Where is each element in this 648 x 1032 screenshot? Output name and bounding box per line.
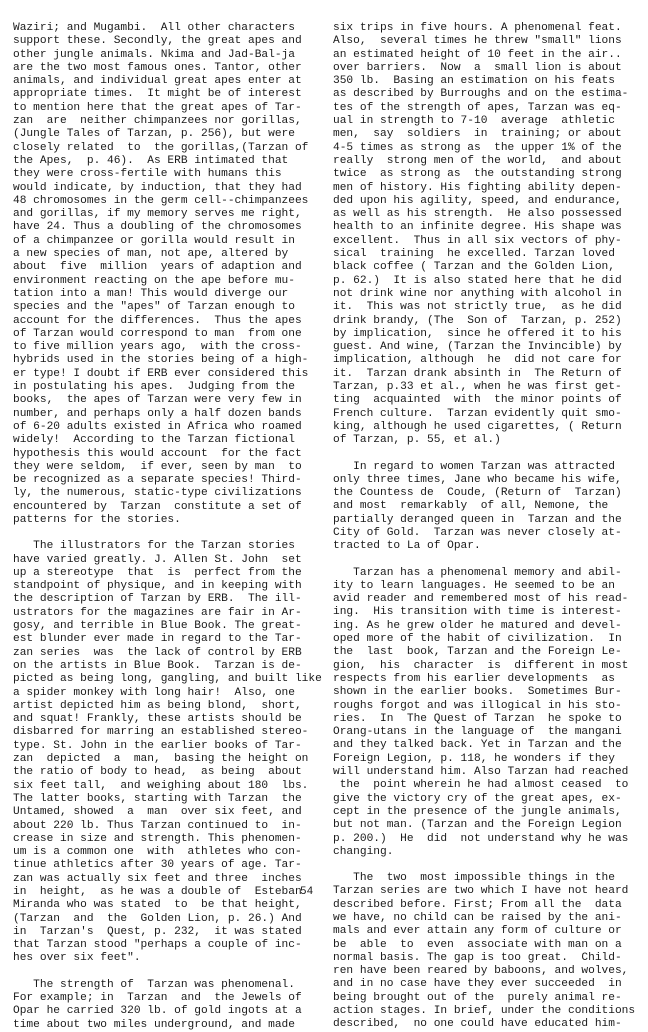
text-line: have varied greatly. J. Allen St. John set [13, 553, 302, 566]
text-line: sical training he excelled. Tarzan loved [333, 248, 615, 261]
text-line: guest. And wine, (Tarzan the Invincible) by [333, 341, 622, 354]
text-line: books, the apes of Tarzan were very few in [13, 394, 302, 407]
text-line: would indicate, by induction, that they had [13, 181, 302, 194]
paragraph-gap [333, 448, 638, 461]
text-line: zan was actually six feet and three inches [13, 872, 302, 885]
text-line: In regard to women Tarzan was attracted [333, 460, 615, 473]
text-line: Miranda who was stated to be that height, [13, 899, 302, 912]
text-line: 4-5 times as strong as the upper 1% of the [333, 141, 622, 154]
text-line: the Apes, p. 46). As ERB intimated that [13, 154, 289, 167]
text-line: it. This was not strictly true, as he did [333, 301, 622, 314]
text-line: are the two most famous ones. Tantor, other [13, 61, 302, 74]
paragraph [13, 979, 324, 1032]
text-line: of 6-20 adults existed in Africa who roamed [13, 420, 302, 433]
text-line: black coffee ( Tarzan and the Golden Lion, [333, 261, 615, 274]
paragraph [333, 872, 638, 1032]
text-line: about five million years of adaption and [13, 261, 302, 274]
text-line: Orang-utans in the language of the mangani [333, 726, 622, 739]
text-line: ity to learn languages. He seemed to be an [333, 579, 615, 592]
paragraph [13, 22, 324, 527]
paragraph-gap [13, 966, 324, 979]
text-line: to mention here that the great apes of Tar- [13, 101, 302, 114]
text-line: 48 chromosomes in the germ cell--chimpanzees [13, 194, 309, 207]
text-line: est blunder ever made in regard to the Tar- [13, 633, 302, 646]
text-line: p. 200.) He did not understand why he was [333, 832, 629, 845]
text-line: a spider monkey with long hair! Also, one [13, 686, 295, 699]
text-line: respects from his earlier developments as [333, 672, 615, 685]
text-line: shown in the earlier books. Sometimes Bur- [333, 686, 622, 699]
text-line: about 220 lb. Thus Tarzan continued to in- [13, 819, 302, 832]
text-line: patterns for the stories. [13, 513, 181, 526]
text-line: king, although he used cigarettes, ( Return [333, 420, 622, 433]
text-line: the last book, Tarzan and the Foreign Le- [333, 646, 622, 659]
paragraph [333, 461, 638, 554]
right-column [333, 22, 638, 1032]
text-line: really strong men of the world, and about [333, 154, 622, 167]
text-line: environment reacting on the ape before mu- [13, 274, 295, 287]
text-line: an estimated height of 10 feet in the air.. [333, 48, 622, 61]
text-line: disbarred for marring an established stereo- [13, 726, 309, 739]
paragraph-gap [13, 527, 324, 540]
text-line: ren have been reared by baboons, and wolves, [333, 965, 629, 978]
text-line: avid reader and remembered most of his read- [333, 593, 629, 606]
text-line: Waziri; and Mugambi. All other characters [13, 22, 295, 34]
text-line: up a stereotype that is perfect from the [13, 566, 302, 579]
text-line: drink brandy, (The Son of Tarzan, p. 252) [333, 314, 622, 327]
text-line: normal basis. The gap is too great. Child- [333, 951, 622, 964]
text-line: being brought out of the purely animal re- [333, 991, 622, 1004]
text-line: encountered by Tarzan constitute a set of [13, 500, 302, 513]
text-line: support these. Secondly, the great apes and [13, 35, 302, 48]
text-line: number, and perhaps only a half dozen bands [13, 407, 302, 420]
text-line: in postulating his apes. Judging from the [13, 381, 295, 394]
text-line: zan series was the lack of control by ERB [13, 646, 302, 659]
text-line: health to an infinite degree. His shape was [333, 221, 622, 234]
text-line: as described by Burroughs and on the estima- [333, 88, 629, 101]
text-line: that Tarzan stood "perhaps a couple of inc- [13, 939, 302, 952]
text-line: Untamed, showed a man over six feet, and [13, 806, 302, 819]
text-line: um is a common one with athletes who con- [13, 846, 302, 859]
text-line: have 24. Thus a doubling of the chromosomes [13, 221, 302, 234]
paragraph [333, 22, 638, 448]
text-line: The latter books, starting with Tarzan the [13, 792, 302, 805]
text-line: Tarzan, p.33 et al., when he was first get- [333, 381, 622, 394]
text-line: will understand him. Also Tarzan had reached [333, 766, 629, 779]
text-line: closely related to the gorillas,(Tarzan of [13, 141, 309, 154]
text-line: be recognized as a separate species! Third- [13, 474, 302, 487]
text-line: picted as being long, gangling, and built like [13, 673, 322, 686]
text-line: tes of the strength of apes, Tarzan was eq- [333, 101, 622, 114]
text-line: and they talked back. Yet in Tarzan and the [333, 739, 622, 752]
text-line: The strength of Tarzan was phenomenal. [13, 978, 295, 991]
page-number: 54 [300, 886, 314, 898]
text-line: ly, the numerous, static-type civilizations [13, 487, 302, 500]
text-line: Opar he carried 320 lb. of gold ingots at a [13, 1005, 302, 1018]
text-line: excellent. Thus in all six vectors of phy- [333, 234, 622, 247]
text-line: cept in the presence of the jungle animals, [333, 805, 622, 818]
text-line: ries. In The Quest of Tarzan he spoke to [333, 712, 622, 725]
text-line: be able to even associate with man on a [333, 938, 622, 951]
text-line: described before. First; From all the data [333, 898, 622, 911]
text-line: hybrids used in the stories being of a high- [13, 354, 309, 367]
text-line: men of history. His fighting ability depen- [333, 181, 622, 194]
text-line: the description of Tarzan by ERB. The ill- [13, 593, 302, 606]
text-line: Foreign Legion, p. 118, he wonders if they [333, 752, 615, 765]
text-line: crease in size and strength. This phenomen- [13, 832, 302, 845]
text-line: they were seldom, if ever, seen by man to [13, 460, 302, 473]
text-line: Tarzan series are two which I have not heard [333, 885, 629, 898]
text-line: mals and ever attain any form of culture or [333, 925, 622, 938]
text-line: of a chimpanzee or gorilla would result in [13, 234, 295, 247]
text-line: as well as his strength. He also possessed [333, 208, 622, 221]
text-line: changing. [333, 845, 394, 858]
text-line: account for the differences. Thus the apes [13, 314, 302, 327]
text-line: animals, and individual great apes enter at [13, 75, 302, 88]
text-line: tinue athletics after 30 years of age. Tar- [13, 859, 302, 872]
text-line: appropriate times. It might be of interest [13, 88, 302, 101]
text-line: For example; in Tarzan and the Jewels of [13, 992, 302, 1005]
text-line: give the victory cry of the great apes, ex- [333, 792, 622, 805]
text-line: type. St. John in the earlier books of Tar- [13, 739, 302, 752]
text-line: (Jungle Tales of Tarzan, p. 256), but were [13, 128, 295, 141]
text-line: to five million years ago, with the cross- [13, 341, 302, 354]
text-line: it. Tarzan drank absinth in The Return of [333, 367, 622, 380]
text-line: French culture. Tarzan evidently quit smo- [333, 407, 622, 420]
text-line: of Tarzan would correspond to man from one [13, 327, 302, 340]
text-line: tracted to La of Opar. [333, 540, 481, 553]
text-line: gion, his character is different in most [333, 659, 629, 672]
text-line: zan are neither chimpanzees nor gorillas, [13, 115, 302, 128]
text-line: artist depicted him as being blond, short, [13, 699, 302, 712]
text-line: time about two miles underground, and made [13, 1018, 295, 1031]
text-line: six trips in five hours. A phenomenal feat. [333, 22, 622, 34]
text-line: ing. As he grew older he matured and devel- [333, 619, 622, 632]
text-line: Tarzan has a phenomenal memory and abil- [333, 566, 622, 579]
text-line: a new species of man, not ape, altered by [13, 248, 289, 261]
text-line: hes over six feet". [13, 952, 141, 965]
text-line: they were cross-fertile with humans this [13, 168, 282, 181]
text-line: ing. His transition with time is interest- [333, 606, 622, 619]
text-line: men, say soldiers in training; or about [333, 128, 622, 141]
text-line: The two most impossible things in the [333, 872, 615, 885]
text-line: species and the "apes" of Tarzan enough to [13, 301, 295, 314]
text-line: ustrators for the magazines are fair in Ar- [13, 606, 302, 619]
text-line: standpoint of physique, and in keeping with [13, 580, 302, 593]
text-line: the Countess de Coude, (Return of Tarzan) [333, 487, 622, 500]
text-line: the point wherein he had almost ceased to [333, 779, 629, 792]
text-line: ting acquainted with the minor points of [333, 394, 622, 407]
text-line: but not man. (Tarzan and the Foreign Legion [333, 819, 622, 832]
text-line: action stages. In brief, under the conditions [333, 1005, 636, 1018]
text-line: hypothesis this would account for the fact [13, 447, 302, 460]
text-line: The illustrators for the Tarzan stories [13, 540, 295, 553]
text-line: zan depicted a man, basing the height on [13, 753, 309, 766]
text-line: of Tarzan, p. 55, et al.) [333, 434, 501, 447]
text-line: in height, as he was a double of Esteban [13, 886, 302, 898]
text-line: roughs forgot and was illogical in his sto- [333, 699, 622, 712]
text-line: twice as strong as the outstanding strong [333, 168, 622, 181]
text-line: widely! According to the Tarzan fictional [13, 434, 295, 447]
text-line: in Tarzan's Quest, p. 232, it was stated [13, 925, 302, 938]
text-line: tation into a man! This would diverge our [13, 287, 289, 300]
text-line: and in no case have they ever succeeded in [333, 978, 622, 991]
text-line: oped more of the habit of civilization. In [333, 633, 622, 646]
text-line: by implication, since he offered it to his [333, 327, 622, 340]
paragraph-gap [333, 554, 638, 567]
text-line: Also, several times he threw "small" lions [333, 35, 622, 48]
text-line: only three times, Jane who became his wife, [333, 473, 622, 486]
text-line: we have, no child can be raised by the ani- [333, 912, 622, 924]
text-line: and squat! Frankly, these artists should be [13, 713, 302, 726]
text-line: City of Gold. Tarzan was never closely at- [333, 526, 622, 539]
text-line: the ratio of body to head, as being about [13, 766, 302, 779]
text-line: described, no one could have educated him- [333, 1018, 622, 1031]
text-line: (Tarzan and the Golden Lion, p. 26.) And [13, 912, 302, 925]
text-line: partially deranged queen in Tarzan and the [333, 513, 622, 526]
text-line: six feet tall, and weighing about 180 lbs. [13, 779, 309, 792]
text-line: on the artists in Blue Book. Tarzan is de- [13, 659, 302, 672]
text-line: and most remarkably of all, Nemone, the [333, 500, 609, 513]
text-line: 350 lb. Basing an estimation on his feats [333, 75, 615, 88]
text-line: gosy, and terrible in Blue Book. The great- [13, 620, 302, 633]
text-line: er type! I doubt if ERB ever considered this [13, 367, 309, 380]
text-line: and gorillas, if my memory serves me right, [13, 208, 302, 221]
text-line: not drink wine nor anything with alcohol in [333, 287, 622, 300]
paragraph [333, 567, 638, 860]
text-line: ual in strength to 7-10 average athletic [333, 115, 615, 128]
left-column [13, 22, 324, 1032]
text-line: p. 62.) It is also stated here that he did [333, 274, 622, 287]
text-line: ded upon his agility, speed, and endurance, [333, 194, 622, 207]
text-line: over barriers. Now a small lion is about [333, 61, 622, 74]
text-line: other jungle animals. Nkima and Jad-Bal-ja [13, 48, 295, 61]
text-line: implication, although he did not care for [333, 354, 622, 367]
paragraph-gap [333, 859, 638, 872]
